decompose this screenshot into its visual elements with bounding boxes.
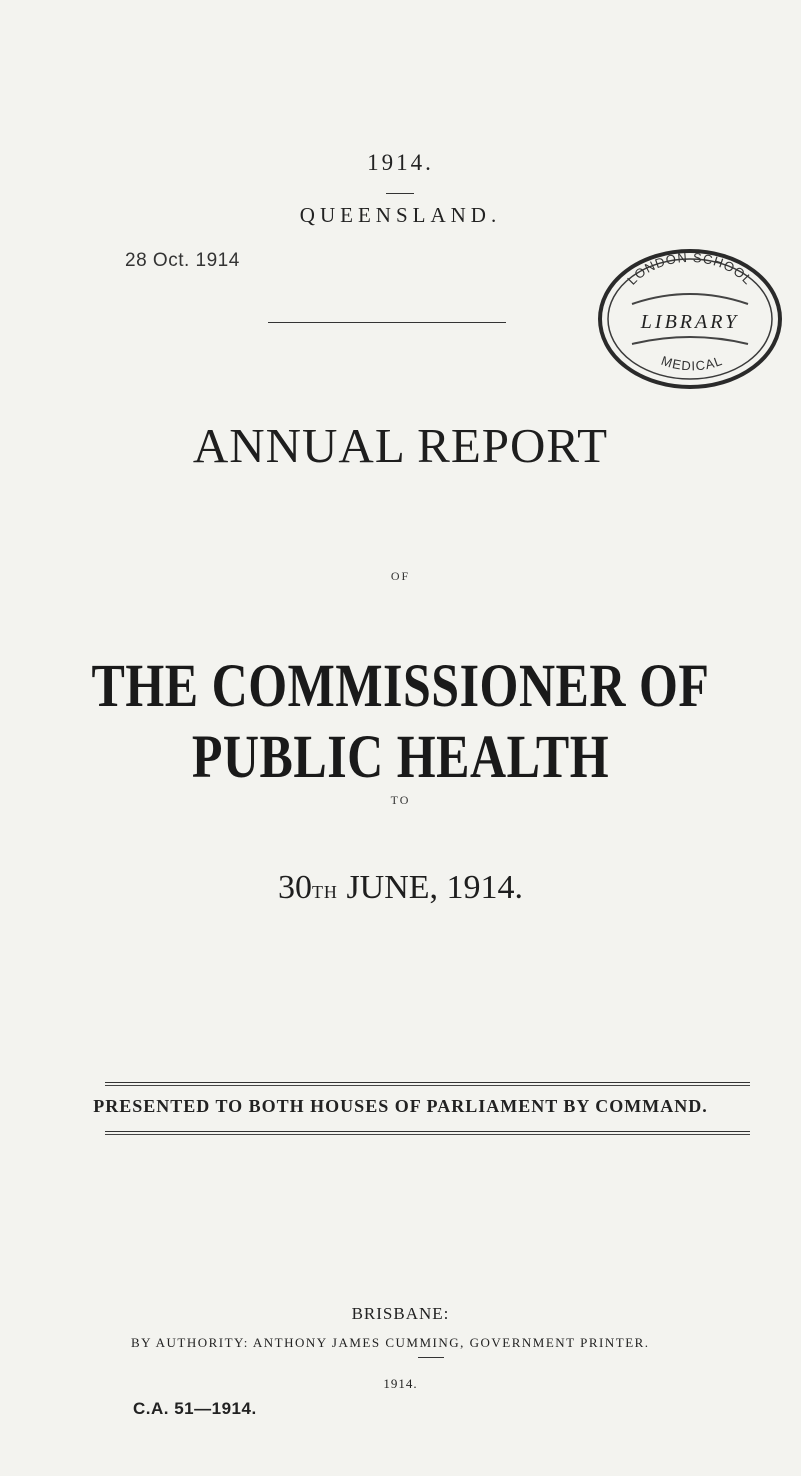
library-stamp-graphic bbox=[592, 244, 788, 394]
imprint-year: 1914. bbox=[383, 1376, 418, 1391]
period-month-year: JUNE, 1914. bbox=[337, 869, 524, 906]
divider-short bbox=[386, 193, 414, 194]
presented-statement: PRESENTED TO BOTH HOUSES OF PARLIAMENT BY COMMAND. bbox=[93, 1096, 708, 1116]
svg-text:LONDON SCHOOL bbox=[624, 250, 756, 288]
title-of: OF bbox=[390, 569, 411, 583]
header-state: QUEENSLAND. bbox=[299, 203, 502, 227]
report-period bbox=[0, 869, 801, 907]
stamp-middle-text: LIBRARY bbox=[640, 311, 740, 333]
svg-text:MEDICAL bbox=[659, 353, 724, 374]
stamp-top-text: LONDON SCHOOL bbox=[624, 249, 756, 288]
received-date-stamp: 28 Oct. 1914 bbox=[125, 250, 240, 271]
report-subject: THE COMMISSIONER OF PUBLIC HEALTH bbox=[91, 651, 710, 791]
library-stamp bbox=[592, 244, 788, 394]
document-reference: C.A. 51—1914. bbox=[133, 1399, 257, 1418]
divider-long bbox=[268, 322, 506, 323]
period-day: 30 bbox=[277, 869, 312, 906]
imprint-city: BRISBANE: bbox=[351, 1304, 450, 1323]
imprint-authority: BY AUTHORITY: ANTHONY JAMES CUMMING, GOVERNMENT PRINTER. bbox=[131, 1335, 650, 1350]
stamp-bottom-text: MEDICAL bbox=[659, 352, 725, 374]
divider-top-double bbox=[105, 1082, 750, 1086]
period-suffix: TH bbox=[311, 882, 338, 902]
divider-tiny bbox=[418, 1357, 444, 1358]
report-title: ANNUAL REPORT bbox=[192, 418, 609, 473]
title-to: TO bbox=[390, 793, 411, 807]
divider-bottom-double bbox=[105, 1131, 750, 1135]
header-year: 1914. bbox=[367, 150, 434, 175]
